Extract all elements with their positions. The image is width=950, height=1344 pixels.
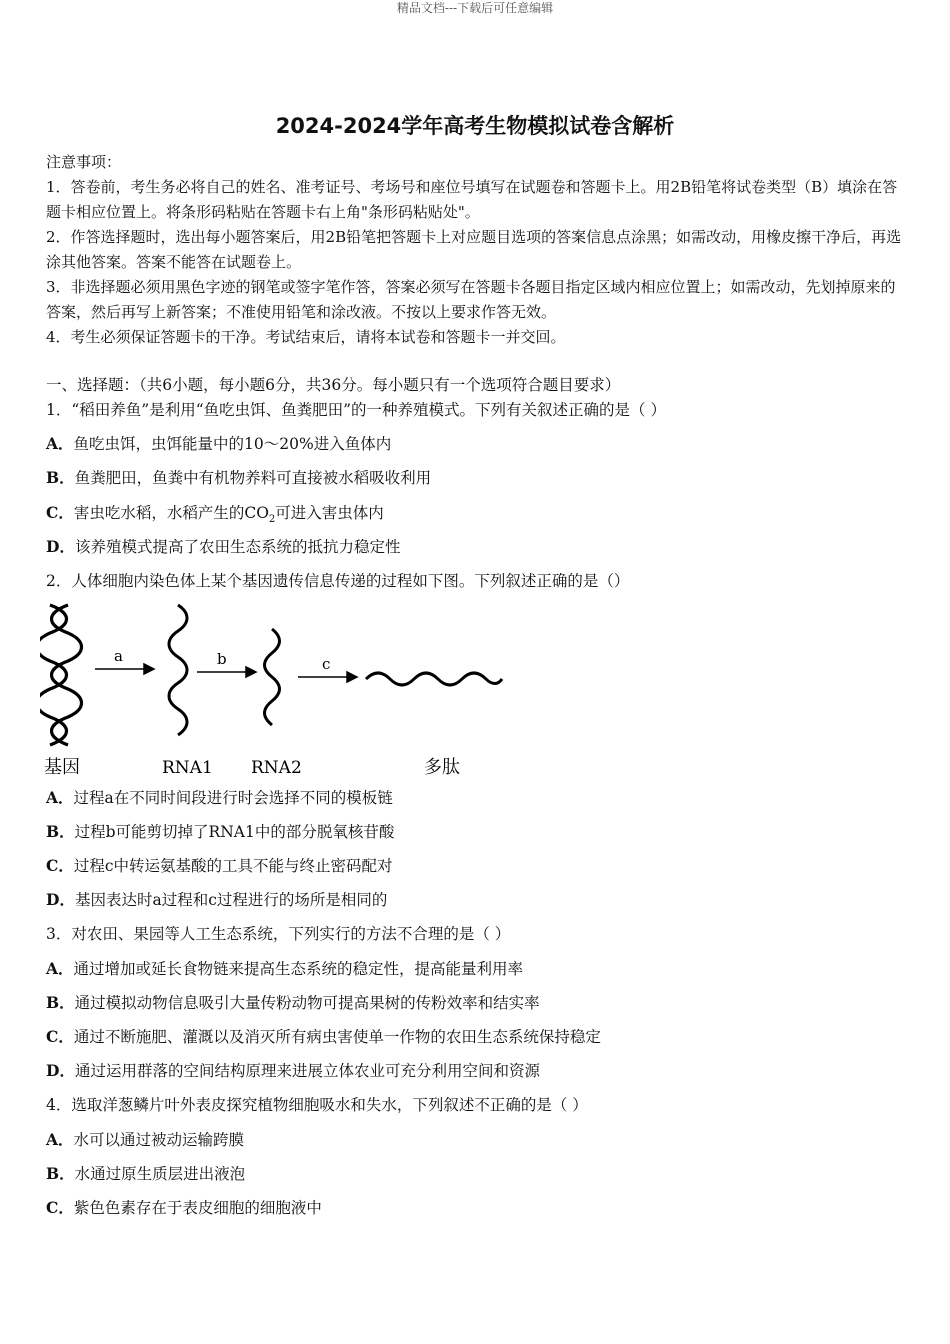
question-3-option-b xyxy=(46,991,926,1015)
option-text: 通过运用群落的空间结构原理来进展立体农业可充分利用空间和资源 xyxy=(74,1062,540,1080)
rna1-strand-icon xyxy=(169,605,187,735)
arrow-a-icon xyxy=(95,664,154,674)
notice-item-1: 1．答卷前，考生务必将自己的姓名、准考证号、考场号和座位号填写在试题卷和答题卡上。用2B铅笔将试卷类型（B）填涂在答题卡相应位置上。将条形码粘贴在答题卡右上角"条形码粘贴处"。 xyxy=(46,178,898,221)
notice-item-2: 2．作答选择题时，选出每小题答案后，用2B铅笔把答题卡上对应题目选项的答案信息点涂黑；如需改动，用橡皮擦干净后，再选涂其他答案。答案不能答在试题卷上。 xyxy=(46,228,902,271)
question-4-option-a xyxy=(46,1128,926,1152)
question-2-option-a xyxy=(46,786,926,810)
option-key: D． xyxy=(46,1061,75,1080)
question-3-option-d xyxy=(46,1059,926,1083)
option-text: 害虫吃水稻，水稻产生的CO xyxy=(73,504,269,522)
option-text: 鱼吃虫饵，虫饵能量中的10～20%进入鱼体内 xyxy=(73,435,392,453)
notice-heading: 注意事项： xyxy=(46,153,122,171)
question-2-option-b xyxy=(46,820,926,844)
header-note: 精品文档---下载后可任意编辑 xyxy=(396,1,554,15)
arrow-c-label: c xyxy=(322,655,331,673)
notice-item-3: 3．非选择题必须用黑色字迹的钢笔或签字笔作答，答案必须写在答题卡各题目指定区域内相应位置上；如需改动，先划掉原来的答案，然后再写上新答案；不准使用铅笔和涂改液。不按以上要求作答无效。 xyxy=(46,278,896,321)
polypeptide-chain-icon xyxy=(366,673,502,685)
option-text: 通过增加或延长食物链来提高生态系统的稳定性，提高能量利用率 xyxy=(73,960,524,978)
option-key: C． xyxy=(46,503,74,522)
question-1-option-c xyxy=(46,501,926,532)
option-text: 可进入害虫体内 xyxy=(275,504,384,522)
option-text: 水通过原生质层进出液泡 xyxy=(74,1165,246,1183)
question-1-option-a xyxy=(46,432,926,456)
option-text: 通过模拟动物信息吸引大量传粉动物可提高果树的传粉效率和结实率 xyxy=(74,994,540,1012)
option-key: B． xyxy=(46,1164,75,1183)
option-key: D． xyxy=(46,890,75,909)
option-text: 该养殖模式提高了农田生态系统的抵抗力稳定性 xyxy=(74,538,401,556)
label-gene: 基因 xyxy=(44,757,80,778)
question-4-stem: 4．选取洋葱鳞片叶外表皮探究植物细胞吸水和失水，下列叙述不正确的是（ ） xyxy=(46,1096,588,1114)
option-key: A． xyxy=(46,434,74,453)
label-polypeptide: 多肽 xyxy=(424,757,460,778)
arrow-b-label: b xyxy=(217,650,227,668)
label-rna1: RNA1 xyxy=(162,758,213,778)
option-text: 过程b可能剪切掉了RNA1中的部分脱氧核苷酸 xyxy=(74,823,395,841)
option-key: A． xyxy=(46,1130,74,1149)
option-key: C． xyxy=(46,1198,74,1217)
notice-item-4: 4．考生必须保证答题卡的干净。考试结束后，请将本试卷和答题卡一并交回。 xyxy=(46,328,566,346)
option-key: B． xyxy=(46,468,75,487)
option-key: B． xyxy=(46,993,75,1012)
option-text: 通过不断施肥、灌溉以及消灭所有病虫害使单一作物的农田生态系统保持稳定 xyxy=(73,1028,601,1046)
option-key: C． xyxy=(46,1027,74,1046)
section-heading: 一、选择题：（共6小题，每小题6分，共36分。每小题只有一个选项符合题目要求） xyxy=(46,376,621,394)
subscript: 2 xyxy=(268,514,276,526)
page-title: 2024-2024学年高考生物模拟试卷含解析 xyxy=(275,114,675,138)
question-1-option-d xyxy=(46,535,926,559)
option-key: D． xyxy=(46,537,75,556)
option-key: B． xyxy=(46,822,75,841)
question-2-option-c xyxy=(46,854,926,878)
dna-double-helix-icon xyxy=(40,605,82,745)
option-text: 过程c中转运氨基酸的工具不能与终止密码配对 xyxy=(73,857,393,875)
gene-expression-diagram xyxy=(40,597,520,782)
question-3-stem: 3．对农田、果园等人工生态系统，下列实行的方法不合理的是（ ） xyxy=(46,925,511,943)
option-key: A． xyxy=(46,959,74,978)
arrow-a-label: a xyxy=(114,647,123,665)
question-1-option-b xyxy=(46,466,926,490)
question-2-option-d xyxy=(46,888,926,912)
option-text: 基因表达时a过程和c过程进行的场所是相同的 xyxy=(74,891,388,909)
arrow-b-icon xyxy=(197,667,256,677)
option-text: 水可以通过被动运输跨膜 xyxy=(73,1131,245,1149)
question-2-stem: 2．人体细胞内染色体上某个基因遗传信息传递的过程如下图。下列叙述正确的是（） xyxy=(46,572,630,590)
arrow-c-icon xyxy=(298,672,357,682)
option-text: 紫色色素存在于表皮细胞的细胞液中 xyxy=(73,1199,322,1217)
question-3-option-a xyxy=(46,957,926,981)
rna2-strand-icon xyxy=(265,629,280,725)
option-text: 鱼粪肥田，鱼粪中有机物养料可直接被水稻吸收利用 xyxy=(74,469,432,487)
question-1-stem: 1．“稻田养鱼”是利用“鱼吃虫饵、鱼粪肥田”的一种养殖模式。下列有关叙述正确的是（ ） xyxy=(46,401,666,419)
question-3-option-c xyxy=(46,1025,926,1049)
question-4-option-c xyxy=(46,1196,926,1220)
option-key: C． xyxy=(46,856,74,875)
question-4-option-b xyxy=(46,1162,926,1186)
option-text: 过程a在不同时间段进行时会选择不同的模板链 xyxy=(73,789,393,807)
label-rna2: RNA2 xyxy=(251,758,302,778)
option-key: A． xyxy=(46,788,74,807)
